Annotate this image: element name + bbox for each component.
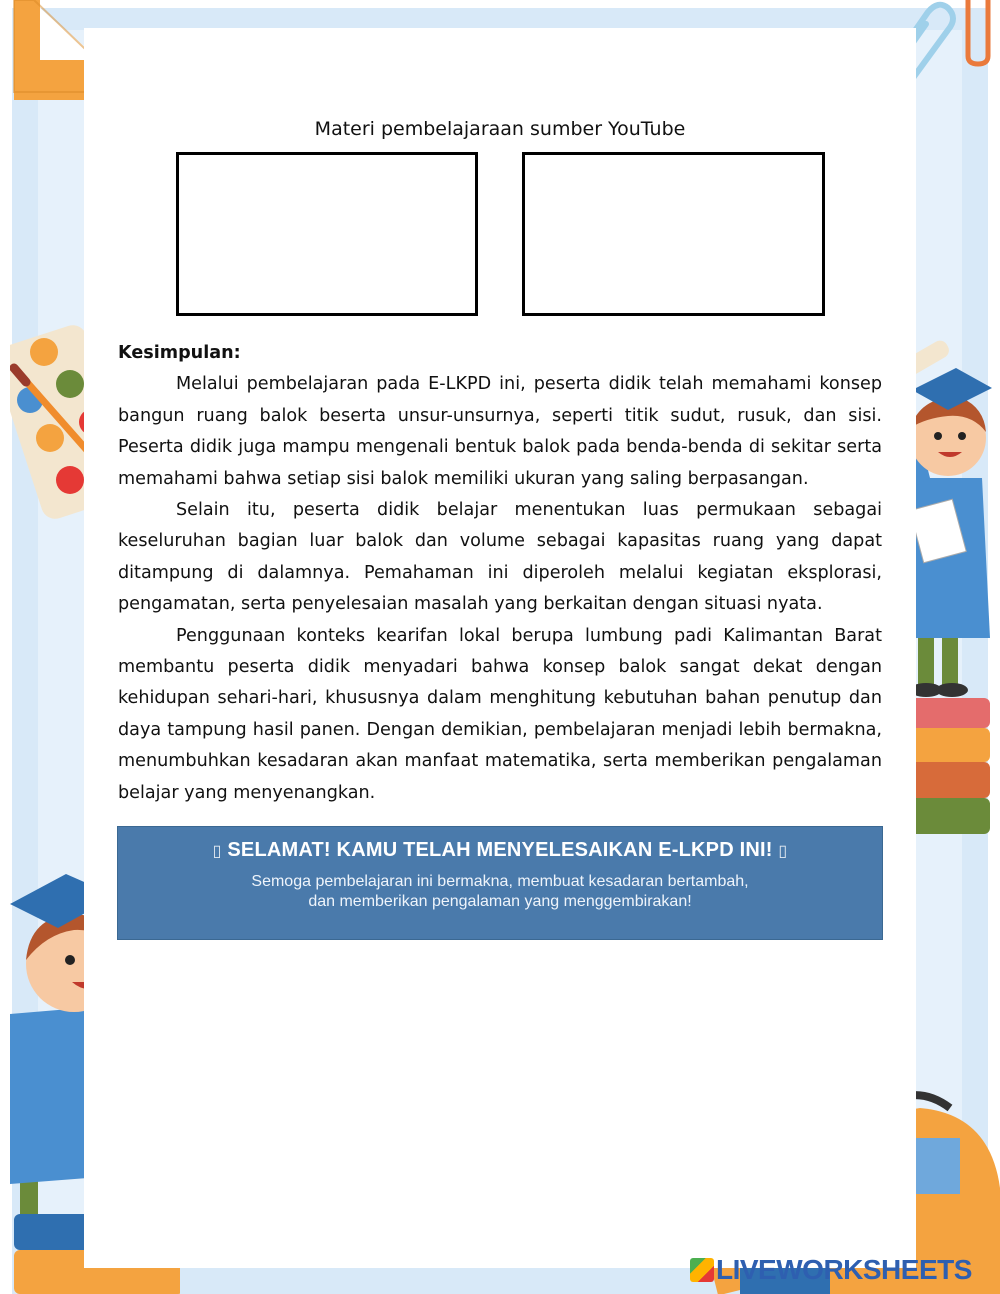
- liveworksheets-logo[interactable]: [690, 1254, 972, 1284]
- video-placeholder-2[interactable]: [522, 152, 825, 316]
- conclusion-paragraph-3: Penggunaan konteks kearifan lokal berupa lumbung padi Kalimantan Barat membantu peserta didik menyadari bahwa konsep balok sangat dekat dengan kehidupan sehari-hari, khususnya dalam menghitung kebutuhan bahan penutup dan daya tampung hasil panen. Dengan demikian, pembelajaran menjadi lebih bermakna, menumbuhkan kesadaran akan manfaat matematika, serta memberikan pengalaman belajar yang menyenangkan.: [118, 625, 882, 803]
- conclusion-paragraph-1: Melalui pembelajaran pada E-LKPD ini, peserta didik telah memahami konsep bangun ruang balok beserta unsur-unsurnya, seperti titik sudut, rusuk, dan sisi. Peserta didik juga mampu mengenali bentuk balok pada benda-benda di sekitar serta memahami bahwa setiap sisi balok memiliki ukuran yang saling berpasangan.: [118, 374, 882, 489]
- page-title: Materi pembelajaraan sumber YouTube: [314, 118, 686, 140]
- video-placeholder-1[interactable]: [176, 152, 478, 316]
- banner-subtitle-line-2: dan memberikan pengalaman yang menggembirakan!: [308, 893, 692, 910]
- banner-subtitle: [118, 872, 882, 912]
- placeholder-glyph-icon: ▯: [778, 843, 788, 860]
- banner-title-row: [118, 839, 882, 862]
- placeholder-glyph-icon: ▯: [212, 843, 222, 860]
- congratulations-banner: [117, 826, 883, 940]
- conclusion-section: [118, 338, 882, 809]
- conclusion-paragraph-2: Selain itu, peserta didik belajar menentukan luas permukaan sebagai keseluruhan bagian luar balok dan volume sebagai kapasitas ruang yang dapat ditampung di dalamnya. Pemahaman ini diperoleh melalui kegiatan eksplorasi, pengamatan, serta penyelesaian masalah yang berkaitan dengan situasi nyata.: [118, 500, 882, 615]
- conclusion-heading: Kesimpulan:: [118, 343, 241, 363]
- banner-title: SELAMAT! KAMU TELAH MENYELESAIKAN E-LKPD INI!: [227, 839, 773, 861]
- banner-subtitle-line-1: Semoga pembelajaran ini bermakna, membuat kesadaran bertambah,: [251, 873, 749, 890]
- orange-clip-icon: [958, 0, 1000, 68]
- liveworksheets-logo-icon: [690, 1258, 714, 1282]
- brand-text: LIVEWORKSHEETS: [716, 1254, 972, 1285]
